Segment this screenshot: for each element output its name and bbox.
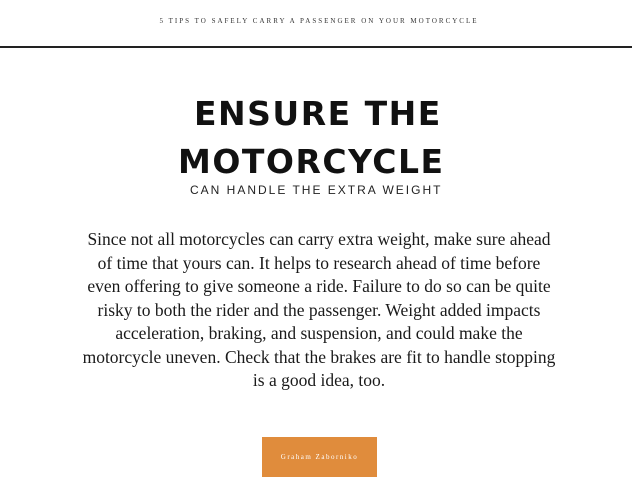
section-subheading: CAN HANDLE THE EXTRA WEIGHT [190,183,443,197]
header-title: 5 TIPS TO SAFELY CARRY A PASSENGER ON YOUR MOTORCYCLE [159,17,479,25]
author-name: Graham Zaborniko [280,453,359,461]
author-badge [262,437,377,477]
header-divider [0,46,632,48]
heading-line-1: ENSURE THE [194,94,442,133]
body-paragraph: Since not all motorcycles can carry extra weight, make sure ahead of time that yours can. It helps to research ahead of time before even offering to give someone a ride. Failure to do so can be quite risky to both the rider and the passenger. Weight added impacts acceleration, braking, and suspension, and could make the motorcycle uneven. Check that the brakes are fit to handle stopping is a good idea, too. [82,229,556,390]
section-heading [178,90,478,186]
page-edge [632,0,638,479]
heading-line-2: MOTORCYCLE [178,142,445,181]
